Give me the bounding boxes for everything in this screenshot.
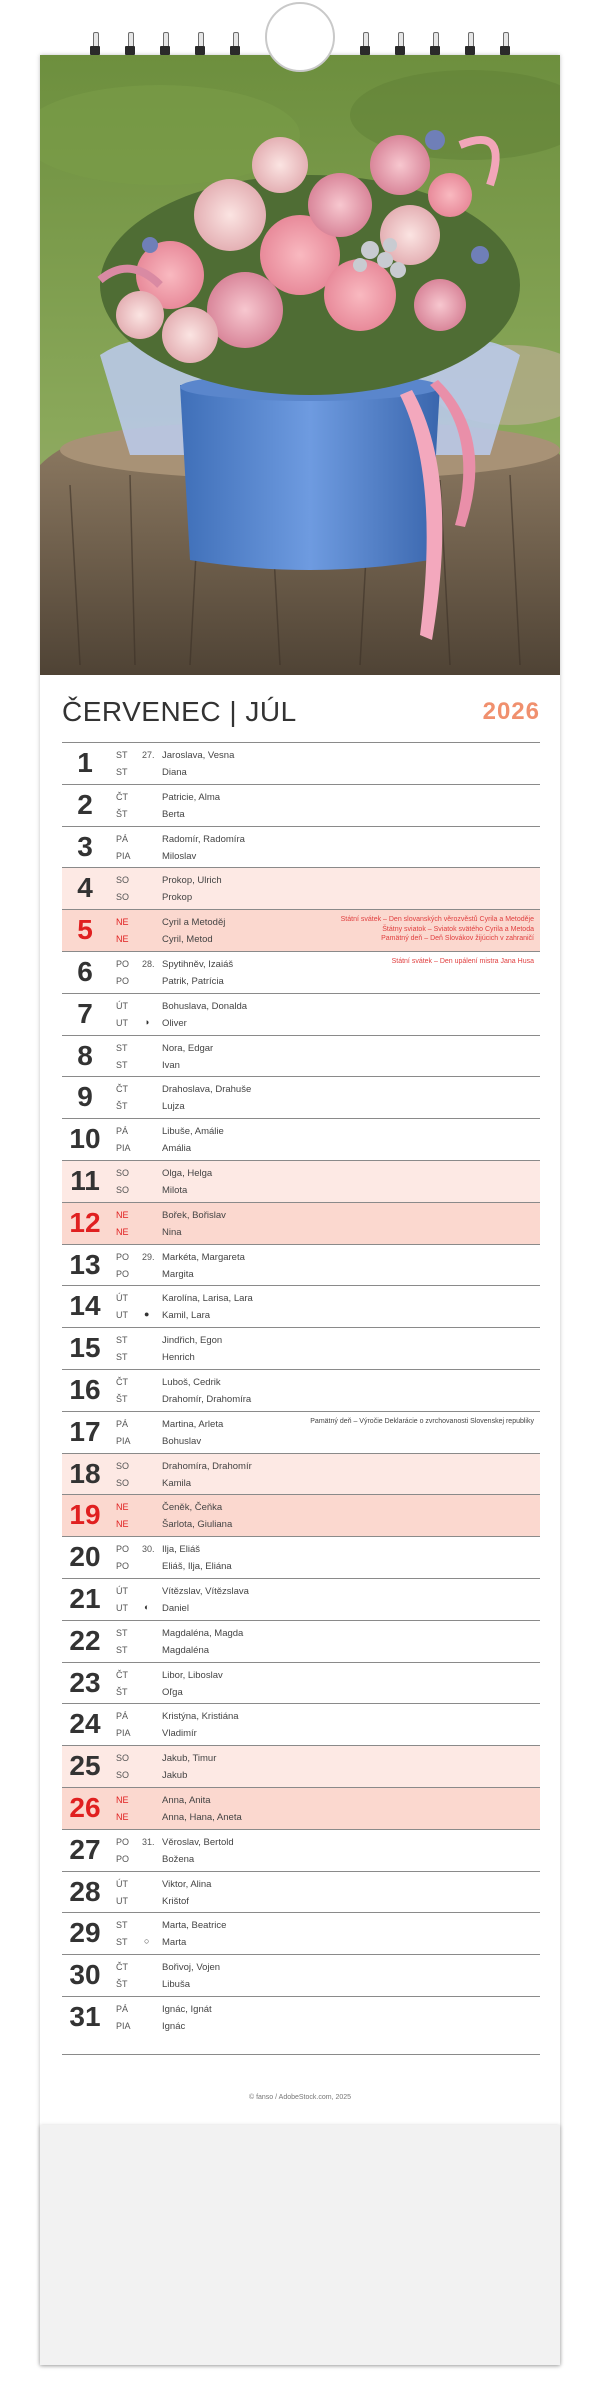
nameday-cz: Libuše, Amálie — [162, 1126, 224, 1138]
day-row — [62, 1745, 540, 1787]
day-list — [62, 742, 540, 2038]
day-row — [62, 1662, 540, 1704]
weekday-sk: ŠT — [116, 1686, 128, 1697]
weekday-cz: SO — [116, 1167, 130, 1178]
holiday-note: Státní svátek – Den slovanských věrozvěstů Cyrila a Metoděje — [340, 916, 534, 924]
nameday-cz: Olga, Helga — [162, 1167, 213, 1179]
day-number: 1 — [77, 747, 93, 778]
weekday-sk: PIA — [116, 1728, 131, 1739]
nameday-cz: Nora, Edgar — [162, 1042, 214, 1054]
day-row — [62, 1829, 540, 1871]
day-number: 12 — [69, 1206, 101, 1238]
day-row — [62, 1076, 540, 1118]
weekday-cz: NE — [116, 917, 129, 928]
weekday-cz: NE — [116, 1502, 129, 1513]
day-number: 21 — [69, 1582, 101, 1614]
day-number: 10 — [69, 1123, 101, 1155]
moon-phase-icon: ◑ — [144, 1016, 150, 1027]
nameday-sk: Berta — [162, 808, 185, 820]
weekday-sk: PIA — [116, 1143, 131, 1154]
holiday-notes — [274, 915, 534, 944]
nameday-cz: Drahomíra, Drahomír — [162, 1460, 252, 1472]
nameday-cz: Bořek, Bořislav — [162, 1209, 226, 1221]
weekday-sk: ST — [116, 1644, 128, 1655]
day-number: 17 — [69, 1415, 101, 1447]
day-number: 24 — [69, 1708, 101, 1740]
bottom-divider — [62, 2054, 540, 2055]
nameday-sk: Kamil, Lara — [162, 1310, 211, 1322]
nameday-sk: Magdaléna — [162, 1644, 210, 1656]
day-number: 8 — [77, 1039, 93, 1071]
day-number: 2 — [77, 788, 93, 820]
calendar-photo — [40, 55, 560, 675]
day-row — [62, 1202, 540, 1244]
day-row — [62, 1954, 540, 1996]
weekday-sk: SO — [116, 892, 130, 903]
weekday-cz: ČT — [116, 1669, 128, 1680]
binding-coil — [160, 32, 170, 58]
nameday-sk: Nina — [162, 1226, 182, 1238]
week-number: 27. — [142, 750, 155, 760]
day-number: 31 — [69, 2000, 101, 2032]
weekday-cz: PÁ — [116, 1711, 129, 1722]
nameday-cz: Radomír, Radomíra — [162, 833, 245, 845]
weekday-cz: ČT — [116, 791, 128, 802]
nameday-cz: Patricie, Alma — [162, 791, 221, 803]
nameday-cz: Marta, Beatrice — [162, 1920, 227, 1932]
nameday-sk: Ivan — [162, 1059, 180, 1071]
weekday-sk: SO — [116, 1770, 130, 1781]
weekday-sk: ST — [116, 1059, 128, 1070]
weekday-sk: ST — [116, 767, 128, 777]
day-row — [62, 784, 540, 826]
nameday-sk: Eliáš, Ilja, Eliána — [162, 1561, 232, 1573]
weekday-sk: SO — [116, 1184, 130, 1195]
weekday-cz: ST — [116, 1627, 128, 1638]
moon-phase-icon: ○ — [144, 1936, 150, 1947]
day-row — [62, 742, 540, 784]
weekday-sk: ŠT — [116, 808, 128, 819]
nameday-cz: Čeněk, Čeňka — [162, 1502, 223, 1514]
weekday-sk: PO — [116, 975, 130, 986]
day-number: 5 — [77, 914, 93, 946]
weekday-cz: PÁ — [116, 2003, 129, 2014]
binding-coil — [500, 32, 510, 58]
day-row — [62, 1703, 540, 1745]
day-number: 15 — [69, 1332, 101, 1364]
nameday-sk: Lujza — [162, 1101, 185, 1113]
day-row — [62, 1494, 540, 1536]
day-number: 16 — [69, 1373, 101, 1405]
weekday-sk: UT — [116, 1017, 128, 1028]
day-number: 7 — [77, 997, 93, 1029]
weekday-sk: ŠT — [116, 1101, 128, 1112]
nameday-cz: Karolína, Larisa, Lara — [162, 1293, 253, 1305]
weekday-sk: PIA — [116, 2020, 131, 2031]
nameday-cz: Drahoslava, Drahuše — [162, 1084, 252, 1096]
nameday-cz: Ignác, Ignát — [162, 2003, 212, 2015]
day-number: 30 — [69, 1959, 101, 1991]
weekday-cz: PÁ — [116, 1126, 129, 1137]
weekday-sk: ST — [116, 1937, 128, 1948]
nameday-sk: Bohuslav — [162, 1435, 202, 1447]
next-sheet-edge — [40, 2125, 560, 2365]
month-title: ČERVENEC | JÚL — [62, 696, 297, 727]
day-number: 19 — [69, 1499, 101, 1531]
nameday-sk: Margita — [162, 1268, 194, 1280]
nameday-sk: Kamila — [162, 1477, 192, 1489]
weekday-cz: ÚT — [116, 1585, 128, 1596]
year-label: 2026 — [482, 698, 540, 725]
holiday-note: Pamätný deň – Deň Slovákov žijúcich v zahraničí — [381, 935, 534, 943]
binding-coil — [125, 32, 135, 58]
day-number: 14 — [69, 1290, 101, 1322]
day-number: 29 — [69, 1917, 101, 1949]
nameday-cz: Bořivoj, Vojen — [162, 1962, 221, 1974]
weekday-sk: ŠT — [116, 1393, 128, 1404]
day-number: 3 — [77, 830, 93, 862]
day-number: 18 — [69, 1457, 101, 1489]
nameday-cz: Libor, Liboslav — [162, 1669, 223, 1681]
moon-phase-icon: ◐ — [144, 1601, 150, 1612]
day-row — [62, 1411, 540, 1453]
day-row — [62, 1118, 540, 1160]
nameday-sk: Vladimír — [162, 1728, 197, 1740]
day-row — [62, 909, 540, 951]
holiday-notes — [274, 1417, 534, 1427]
nameday-cz: Anna, Anita — [162, 1794, 211, 1806]
weekday-cz: ČT — [116, 1962, 128, 1973]
binding-coil — [395, 32, 405, 58]
nameday-sk: Milota — [162, 1184, 188, 1196]
day-number: 27 — [69, 1833, 101, 1865]
nameday-sk: Prokop — [162, 892, 193, 904]
weekday-cz: ČT — [116, 1376, 128, 1387]
nameday-cz: Ilja, Eliáš — [162, 1544, 201, 1556]
weekday-sk: ŠT — [116, 1979, 128, 1990]
weekday-cz: ST — [116, 750, 128, 760]
day-row — [62, 1244, 540, 1286]
flower-bouquet-image — [40, 55, 560, 675]
weekday-sk: PO — [116, 1853, 130, 1864]
weekday-sk: UT — [116, 1310, 128, 1321]
nameday-cz: Bohuslava, Donalda — [162, 1000, 248, 1012]
nameday-sk: Krištof — [162, 1895, 189, 1907]
week-number: 29. — [142, 1251, 155, 1262]
weekday-sk: NE — [116, 934, 129, 945]
weekday-cz: ÚT — [116, 1293, 128, 1304]
day-row — [62, 867, 540, 909]
day-number: 22 — [69, 1624, 101, 1656]
weekday-sk: UT — [116, 1602, 128, 1613]
nameday-sk: Daniel — [162, 1602, 189, 1614]
nameday-sk: Libuša — [162, 1979, 190, 1991]
day-number: 25 — [69, 1750, 101, 1782]
weekday-cz: NE — [116, 1209, 129, 1220]
weekday-cz: SO — [116, 1460, 130, 1471]
week-number: 28. — [142, 958, 155, 969]
holiday-note: Pamätný deň – Výročie Deklarácie o zvrchovanosti Slovenskej republiky — [310, 1417, 534, 1425]
weekday-sk: PIA — [116, 1435, 131, 1446]
nameday-sk: Patrik, Patrícia — [162, 975, 224, 987]
weekday-cz: PO — [116, 1544, 130, 1555]
holiday-note: Štátny sviatok – Sviatok svätého Cyrila a Metoda — [382, 925, 534, 933]
day-number: 20 — [69, 1541, 101, 1573]
nameday-cz: Spytihněv, Izaiáš — [162, 958, 234, 970]
day-row — [62, 993, 540, 1035]
day-row — [62, 826, 540, 868]
weekday-cz: SO — [116, 875, 130, 886]
day-row — [62, 1453, 540, 1495]
weekday-cz: ÚT — [116, 1000, 128, 1011]
weekday-cz: PO — [116, 1251, 130, 1262]
weekday-cz: NE — [116, 1794, 129, 1805]
moon-phase-icon: ● — [144, 1309, 150, 1320]
binding-coil — [230, 32, 240, 58]
day-row — [62, 1035, 540, 1077]
weekday-sk: NE — [116, 1226, 129, 1237]
weekday-cz: SO — [116, 1753, 130, 1764]
binding-coil — [90, 32, 100, 58]
nameday-sk: Božena — [162, 1853, 195, 1865]
nameday-cz: Jindřich, Egon — [162, 1335, 223, 1347]
nameday-cz: Jakub, Timur — [162, 1753, 217, 1765]
weekday-sk: UT — [116, 1895, 128, 1906]
nameday-cz: Jaroslava, Vesna — [162, 750, 235, 761]
weekday-sk: PO — [116, 1268, 130, 1279]
copyright-note: © fanso / AdobeStock.com, 2025 — [248, 2094, 352, 2101]
weekday-cz: PÁ — [116, 833, 129, 844]
day-row — [62, 1160, 540, 1202]
day-row — [62, 1536, 540, 1578]
weekday-sk: PIA — [116, 850, 131, 861]
day-row — [62, 1369, 540, 1411]
weekday-cz: ST — [116, 1335, 128, 1346]
nameday-sk: Diana — [162, 767, 187, 778]
binding-coil — [430, 32, 440, 58]
nameday-sk: Henrich — [162, 1352, 195, 1364]
nameday-cz: Luboš, Cedrik — [162, 1376, 221, 1388]
holiday-notes — [274, 957, 534, 967]
binding-coil — [360, 32, 370, 58]
binding-coil — [465, 32, 475, 58]
nameday-sk: Amália — [162, 1143, 192, 1155]
weekday-sk: NE — [116, 1811, 129, 1822]
nameday-sk: Ignác — [162, 2020, 186, 2032]
day-row — [62, 1871, 540, 1913]
day-number: 26 — [69, 1791, 101, 1823]
day-number: 4 — [77, 872, 93, 904]
nameday-sk: Oliver — [162, 1017, 187, 1029]
month-header — [62, 690, 540, 736]
day-number: 13 — [69, 1248, 101, 1280]
day-row — [62, 1787, 540, 1829]
day-row — [62, 951, 540, 993]
weekday-sk: SO — [116, 1477, 130, 1488]
hanger-hook — [265, 2, 335, 72]
day-number: 28 — [69, 1875, 101, 1907]
day-row — [62, 1620, 540, 1662]
nameday-cz: Prokop, Ulrich — [162, 875, 222, 887]
day-number: 6 — [77, 955, 93, 987]
nameday-sk: Drahomír, Drahomíra — [162, 1393, 252, 1405]
weekday-cz: ST — [116, 1042, 128, 1053]
nameday-sk: Anna, Hana, Aneta — [162, 1811, 242, 1823]
binding-coil — [195, 32, 205, 58]
nameday-cz: Věroslav, Bertold — [162, 1836, 234, 1848]
nameday-cz: Kristýna, Kristiána — [162, 1711, 239, 1723]
day-row — [62, 1327, 540, 1369]
nameday-sk: Marta — [162, 1937, 187, 1949]
weekday-cz: ČT — [116, 1084, 128, 1095]
nameday-cz: Martina, Arleta — [162, 1418, 224, 1430]
weekday-sk: PO — [116, 1561, 130, 1572]
day-number: 11 — [70, 1164, 100, 1196]
nameday-sk: Šarlota, Giuliana — [162, 1519, 233, 1531]
nameday-cz: Vítězslav, Vítězslava — [162, 1585, 249, 1597]
nameday-cz: Viktor, Alina — [162, 1878, 212, 1890]
nameday-cz: Markéta, Margareta — [162, 1251, 245, 1263]
weekday-cz: PO — [116, 1836, 130, 1847]
weekday-cz: ST — [116, 1920, 128, 1931]
week-number: 30. — [142, 1544, 155, 1555]
weekday-sk: ST — [116, 1352, 128, 1363]
weekday-cz: ÚT — [116, 1878, 128, 1889]
holiday-note: Státní svátek – Den upálení mistra Jana Husa — [391, 957, 534, 965]
nameday-cz: Cyril a Metoděj — [162, 917, 226, 929]
weekday-sk: NE — [116, 1519, 129, 1530]
nameday-sk: Miloslav — [162, 850, 197, 862]
day-row — [62, 1912, 540, 1954]
week-number: 31. — [142, 1836, 155, 1847]
weekday-cz: PO — [116, 958, 130, 969]
day-number: 9 — [77, 1081, 93, 1113]
day-row — [62, 1996, 540, 2038]
weekday-cz: PÁ — [116, 1418, 129, 1429]
nameday-sk: Oľga — [162, 1686, 183, 1698]
day-row — [62, 1578, 540, 1620]
nameday-cz: Magdaléna, Magda — [162, 1627, 244, 1639]
nameday-sk: Cyril, Metod — [162, 934, 213, 946]
nameday-sk: Jakub — [162, 1770, 188, 1782]
day-number: 23 — [69, 1666, 101, 1698]
day-row — [62, 1285, 540, 1327]
